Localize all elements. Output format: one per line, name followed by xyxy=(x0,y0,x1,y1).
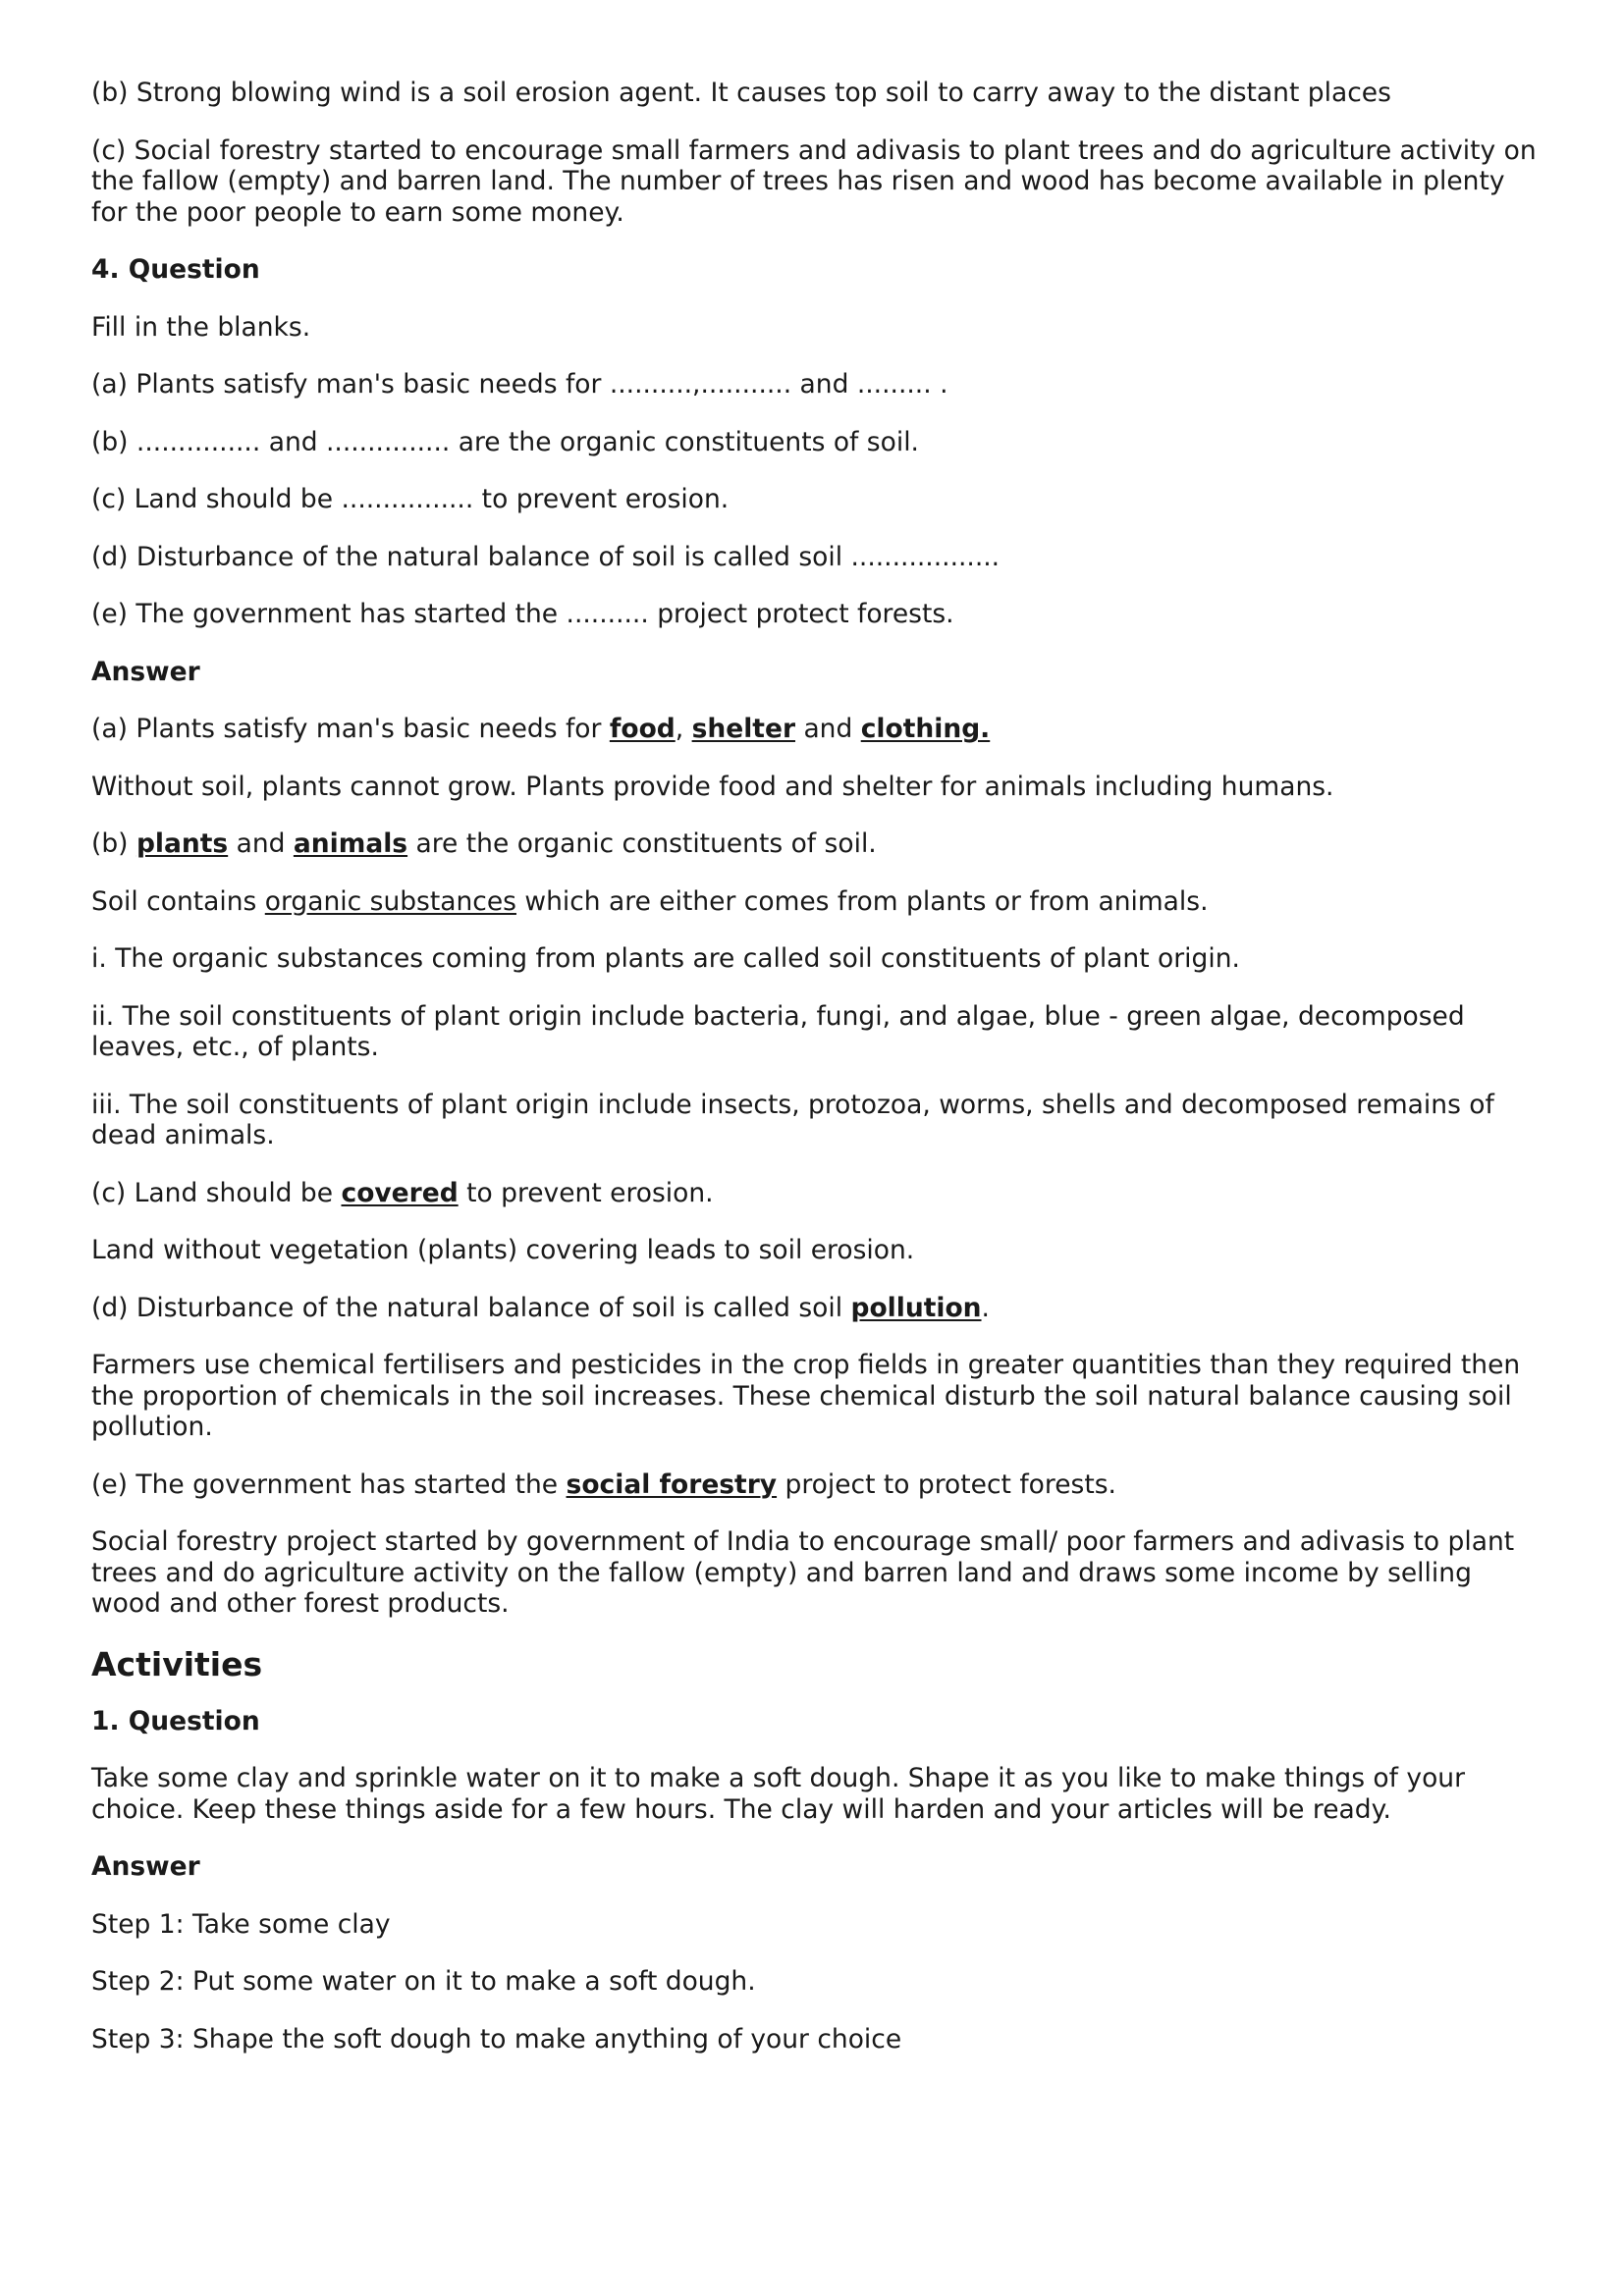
blank-item-a: (a) Plants satisfy man's basic needs for ..........,........... and ......... . xyxy=(91,369,948,400)
document-page xyxy=(91,78,1544,2081)
activity-step-1: Step 1: Take some clay xyxy=(91,1908,391,1940)
answer-b-point-iii: iii. The soil constituents of plant origin include insects, protozoa, worms, shells and decomposed remains of dead animals. xyxy=(91,1089,1494,1150)
activity-answer-heading: Answer xyxy=(91,1851,200,1882)
answer-word-food: food xyxy=(609,714,676,744)
answer-e xyxy=(91,1469,1544,1501)
answer-word-pollution: pollution xyxy=(850,1292,982,1323)
answer-d xyxy=(91,1293,1544,1324)
separator: and xyxy=(795,714,861,744)
answer-c-prev: (c) Social forestry started to encourage small farmers and adivasis to plant trees and do agriculture activity on the fallow (empty) and barren land. The number of trees has risen and wood has become available in plenty for the poor people to earn some money. xyxy=(91,134,1537,228)
note-text: Soil contains xyxy=(91,885,265,917)
answer-d-note: Farmers use chemical fertilisers and pesticides in the crop fields in greater quantities than they required then the proportion of chemicals in the soil increases. These chemical disturb the soil natural balance causing soil pollution. xyxy=(91,1350,1521,1442)
activity-step-3: Step 3: Shape the soft dough to make anything of your choice xyxy=(91,2023,902,2055)
blank-item-b: (b) ............... and ............... are the organic constituents of soil. xyxy=(91,426,919,457)
note-text: which are either comes from plants or from animals. xyxy=(515,885,1209,917)
answer-heading: Answer xyxy=(91,656,200,687)
answer-b-note xyxy=(91,886,1544,918)
activity-question-1-heading: 1. Question xyxy=(91,1705,260,1736)
answer-c-text: (c) Land should be xyxy=(91,1177,342,1208)
blank-item-e: (e) The government has started the .......... project protect forests. xyxy=(91,599,954,629)
answer-e-rest: project to protect forests. xyxy=(777,1468,1116,1500)
activity-step-2: Step 2: Put some water on it to make a soft dough. xyxy=(91,1966,756,1997)
answer-c-note: Land without vegetation (plants) covering leads to soil erosion. xyxy=(91,1235,915,1265)
answer-word-clothing: clothing. xyxy=(860,714,991,744)
answer-b-point-ii: ii. The soil constituents of plant origin include bacteria, fungi, and algae, blue - green algae, decomposed leaves, etc., of plants. xyxy=(91,1000,1465,1062)
answer-b-prev: (b) Strong blowing wind is a soil erosion agent. It causes top soil to carry away to the distant places xyxy=(91,78,1391,108)
answer-word-social-forestry: social forestry xyxy=(566,1468,778,1500)
question-4-instruction: Fill in the blanks. xyxy=(91,311,311,343)
activities-heading: Activities xyxy=(91,1644,263,1683)
answer-a-note: Without soil, plants cannot grow. Plants provide food and shelter for animals including humans. xyxy=(91,771,1334,802)
answer-b-point-i: i. The organic substances coming from plants are called soil constituents of plant origin. xyxy=(91,943,1240,974)
answer-d-text: (d) Disturbance of the natural balance of soil is called soil xyxy=(91,1292,851,1323)
answer-c xyxy=(91,1178,1544,1209)
answer-e-text: (e) The government has started the xyxy=(91,1468,567,1500)
activity-question-1-text: Take some clay and sprinkle water on it to make a soft dough. Shape it as you like to make things of your choice. Keep these things aside for a few hours. The clay will harden and your articles will be ready. xyxy=(91,1763,1465,1825)
answer-e-note: Social forestry project started by government of India to encourage small/ poor farmers and adivasis to plant trees and do agriculture activity on the fallow (empty) and barren land and draws some income by selling wood and other forest products. xyxy=(91,1526,1515,1619)
answer-word-animals: animals xyxy=(293,828,408,859)
answer-word-plants: plants xyxy=(135,828,229,859)
answer-b-rest: are the organic constituents of soil. xyxy=(407,828,877,859)
answer-b-text: (b) xyxy=(91,828,136,859)
question-4-heading: 4. Question xyxy=(91,254,260,285)
blank-item-d: (d) Disturbance of the natural balance of soil is called soil .................. xyxy=(91,541,1001,572)
underlined-organic-substances: organic substances xyxy=(264,885,516,917)
answer-a-text: (a) Plants satisfy man's basic needs for xyxy=(91,714,610,744)
answer-b xyxy=(91,828,1544,860)
blank-item-c: (c) Land should be ................ to prevent erosion. xyxy=(91,484,730,514)
separator: , xyxy=(675,714,692,744)
answer-a xyxy=(91,714,1544,745)
answer-word-covered: covered xyxy=(341,1177,459,1208)
answer-c-rest: to prevent erosion. xyxy=(458,1177,714,1208)
answer-word-shelter: shelter xyxy=(691,714,796,744)
answer-d-rest: . xyxy=(981,1292,990,1323)
separator: and xyxy=(228,828,294,859)
